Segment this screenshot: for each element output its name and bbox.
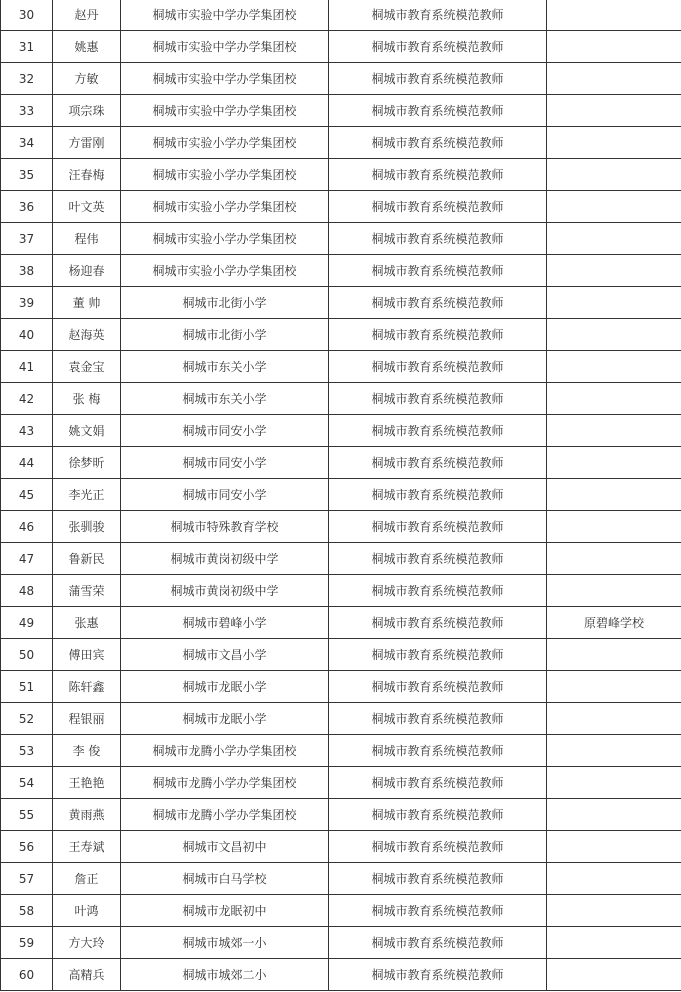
cell-note [547,639,681,671]
cell-unit: 桐城市龙腾小学办学集团校 [121,799,329,831]
table-row [1,799,681,831]
cell-number: 31 [1,31,53,63]
cell-note [547,383,681,415]
cell-note [547,0,681,31]
cell-unit: 桐城市实验中学办学集团校 [121,31,329,63]
table-row [1,511,681,543]
cell-note [547,927,681,959]
table-row [1,159,681,191]
table-row [1,767,681,799]
cell-title: 桐城市教育系统模范教师 [329,863,547,895]
cell-unit: 桐城市实验小学办学集团校 [121,159,329,191]
cell-name: 叶鸿 [53,895,121,927]
cell-name: 赵海英 [53,319,121,351]
cell-number: 46 [1,511,53,543]
cell-title: 桐城市教育系统模范教师 [329,575,547,607]
cell-name: 黄雨燕 [53,799,121,831]
table-row [1,223,681,255]
cell-unit: 桐城市碧峰小学 [121,607,329,639]
table-row [1,255,681,287]
cell-note [547,415,681,447]
cell-name: 方雷刚 [53,127,121,159]
cell-note [547,735,681,767]
cell-title: 桐城市教育系统模范教师 [329,479,547,511]
cell-title: 桐城市教育系统模范教师 [329,255,547,287]
cell-number: 60 [1,959,53,991]
table-row [1,671,681,703]
cell-unit: 桐城市龙眠小学 [121,671,329,703]
table-row [1,735,681,767]
table-row [1,575,681,607]
cell-name: 方大玲 [53,927,121,959]
cell-number: 30 [1,0,53,31]
cell-title: 桐城市教育系统模范教师 [329,31,547,63]
table-row [1,95,681,127]
cell-name: 李 俊 [53,735,121,767]
cell-title: 桐城市教育系统模范教师 [329,415,547,447]
cell-name: 叶文英 [53,191,121,223]
cell-name: 方敏 [53,63,121,95]
cell-number: 57 [1,863,53,895]
cell-note [547,895,681,927]
cell-number: 38 [1,255,53,287]
cell-number: 44 [1,447,53,479]
table-row [1,895,681,927]
cell-note [547,543,681,575]
cell-name: 袁金宝 [53,351,121,383]
cell-note [547,31,681,63]
cell-unit: 桐城市龙眠初中 [121,895,329,927]
cell-title: 桐城市教育系统模范教师 [329,351,547,383]
cell-title: 桐城市教育系统模范教师 [329,703,547,735]
cell-number: 58 [1,895,53,927]
cell-name: 姚文娟 [53,415,121,447]
cell-note [547,351,681,383]
cell-number: 35 [1,159,53,191]
cell-number: 40 [1,319,53,351]
cell-number: 43 [1,415,53,447]
cell-note [547,511,681,543]
cell-name: 王艳艳 [53,767,121,799]
table-row [1,383,681,415]
cell-name: 张 梅 [53,383,121,415]
table-row [1,831,681,863]
cell-number: 48 [1,575,53,607]
cell-title: 桐城市教育系统模范教师 [329,735,547,767]
cell-title: 桐城市教育系统模范教师 [329,959,547,991]
cell-unit: 桐城市龙眠小学 [121,703,329,735]
cell-number: 51 [1,671,53,703]
cell-unit: 桐城市实验小学办学集团校 [121,223,329,255]
cell-unit: 桐城市实验中学办学集团校 [121,63,329,95]
cell-name: 陈轩鑫 [53,671,121,703]
cell-note [547,479,681,511]
cell-number: 56 [1,831,53,863]
cell-title: 桐城市教育系统模范教师 [329,671,547,703]
table-row [1,287,681,319]
cell-name: 鲁新民 [53,543,121,575]
table-row [1,0,681,31]
cell-unit: 桐城市实验中学办学集团校 [121,95,329,127]
table-row [1,607,681,639]
cell-title: 桐城市教育系统模范教师 [329,319,547,351]
cell-unit: 桐城市黄岗初级中学 [121,575,329,607]
cell-number: 41 [1,351,53,383]
cell-name: 詹正 [53,863,121,895]
cell-name: 汪春梅 [53,159,121,191]
table-row [1,415,681,447]
cell-note [547,95,681,127]
table-row [1,927,681,959]
cell-name: 傅田宾 [53,639,121,671]
cell-unit: 桐城市同安小学 [121,447,329,479]
cell-title: 桐城市教育系统模范教师 [329,511,547,543]
table-row [1,639,681,671]
cell-unit: 桐城市北街小学 [121,319,329,351]
cell-title: 桐城市教育系统模范教师 [329,831,547,863]
cell-title: 桐城市教育系统模范教师 [329,447,547,479]
cell-title: 桐城市教育系统模范教师 [329,607,547,639]
cell-note [547,767,681,799]
cell-note [547,831,681,863]
cell-name: 姚惠 [53,31,121,63]
cell-note [547,959,681,991]
cell-title: 桐城市教育系统模范教师 [329,287,547,319]
cell-number: 50 [1,639,53,671]
cell-number: 45 [1,479,53,511]
cell-name: 董 帅 [53,287,121,319]
table-body [1,0,681,991]
cell-unit: 桐城市实验小学办学集团校 [121,191,329,223]
cell-title: 桐城市教育系统模范教师 [329,191,547,223]
cell-name: 张驯骏 [53,511,121,543]
cell-unit: 桐城市特殊教育学校 [121,511,329,543]
cell-unit: 桐城市实验中学办学集团校 [121,0,329,31]
cell-unit: 桐城市同安小学 [121,479,329,511]
cell-note [547,223,681,255]
table-row [1,191,681,223]
cell-unit: 桐城市城郊一小 [121,927,329,959]
cell-name: 赵丹 [53,0,121,31]
cell-title: 桐城市教育系统模范教师 [329,639,547,671]
table-row [1,959,681,991]
cell-number: 52 [1,703,53,735]
cell-name: 李光正 [53,479,121,511]
cell-number: 59 [1,927,53,959]
cell-title: 桐城市教育系统模范教师 [329,767,547,799]
cell-number: 55 [1,799,53,831]
cell-unit: 桐城市龙腾小学办学集团校 [121,767,329,799]
cell-note [547,159,681,191]
cell-note [547,191,681,223]
cell-note [547,63,681,95]
cell-number: 37 [1,223,53,255]
cell-note: 原碧峰学校 [547,607,681,639]
table-row [1,63,681,95]
cell-unit: 桐城市文昌初中 [121,831,329,863]
cell-number: 32 [1,63,53,95]
cell-title: 桐城市教育系统模范教师 [329,0,547,31]
cell-unit: 桐城市龙腾小学办学集团校 [121,735,329,767]
cell-name: 程银丽 [53,703,121,735]
cell-name: 徐梦昕 [53,447,121,479]
cell-number: 53 [1,735,53,767]
cell-note [547,799,681,831]
cell-unit: 桐城市城郊二小 [121,959,329,991]
cell-number: 54 [1,767,53,799]
cell-note [547,319,681,351]
cell-name: 程伟 [53,223,121,255]
table-row [1,351,681,383]
cell-name: 项宗珠 [53,95,121,127]
cell-title: 桐城市教育系统模范教师 [329,159,547,191]
cell-number: 39 [1,287,53,319]
cell-name: 蒲雪荣 [53,575,121,607]
cell-note [547,127,681,159]
cell-name: 高精兵 [53,959,121,991]
cell-unit: 桐城市实验小学办学集团校 [121,127,329,159]
cell-number: 42 [1,383,53,415]
table-row [1,319,681,351]
table-row [1,31,681,63]
cell-number: 33 [1,95,53,127]
cell-note [547,447,681,479]
cell-note [547,287,681,319]
cell-title: 桐城市教育系统模范教师 [329,95,547,127]
cell-number: 36 [1,191,53,223]
cell-note [547,703,681,735]
cell-title: 桐城市教育系统模范教师 [329,127,547,159]
cell-title: 桐城市教育系统模范教师 [329,799,547,831]
cell-title: 桐城市教育系统模范教师 [329,895,547,927]
cell-unit: 桐城市东关小学 [121,383,329,415]
cell-note [547,575,681,607]
cell-unit: 桐城市白马学校 [121,863,329,895]
cell-title: 桐城市教育系统模范教师 [329,543,547,575]
cell-name: 张惠 [53,607,121,639]
cell-note [547,863,681,895]
table-row [1,543,681,575]
cell-unit: 桐城市东关小学 [121,351,329,383]
cell-unit: 桐城市同安小学 [121,415,329,447]
cell-unit: 桐城市黄岗初级中学 [121,543,329,575]
cell-title: 桐城市教育系统模范教师 [329,63,547,95]
cell-title: 桐城市教育系统模范教师 [329,927,547,959]
cell-title: 桐城市教育系统模范教师 [329,383,547,415]
table-row [1,863,681,895]
cell-unit: 桐城市北街小学 [121,287,329,319]
table-row [1,127,681,159]
cell-note [547,255,681,287]
cell-title: 桐城市教育系统模范教师 [329,223,547,255]
table-row [1,447,681,479]
cell-unit: 桐城市实验小学办学集团校 [121,255,329,287]
cell-name: 杨迎春 [53,255,121,287]
cell-number: 49 [1,607,53,639]
cell-number: 47 [1,543,53,575]
cell-name: 王寿斌 [53,831,121,863]
cell-unit: 桐城市文昌小学 [121,639,329,671]
cell-note [547,671,681,703]
table-row [1,479,681,511]
cell-number: 34 [1,127,53,159]
table-row [1,703,681,735]
